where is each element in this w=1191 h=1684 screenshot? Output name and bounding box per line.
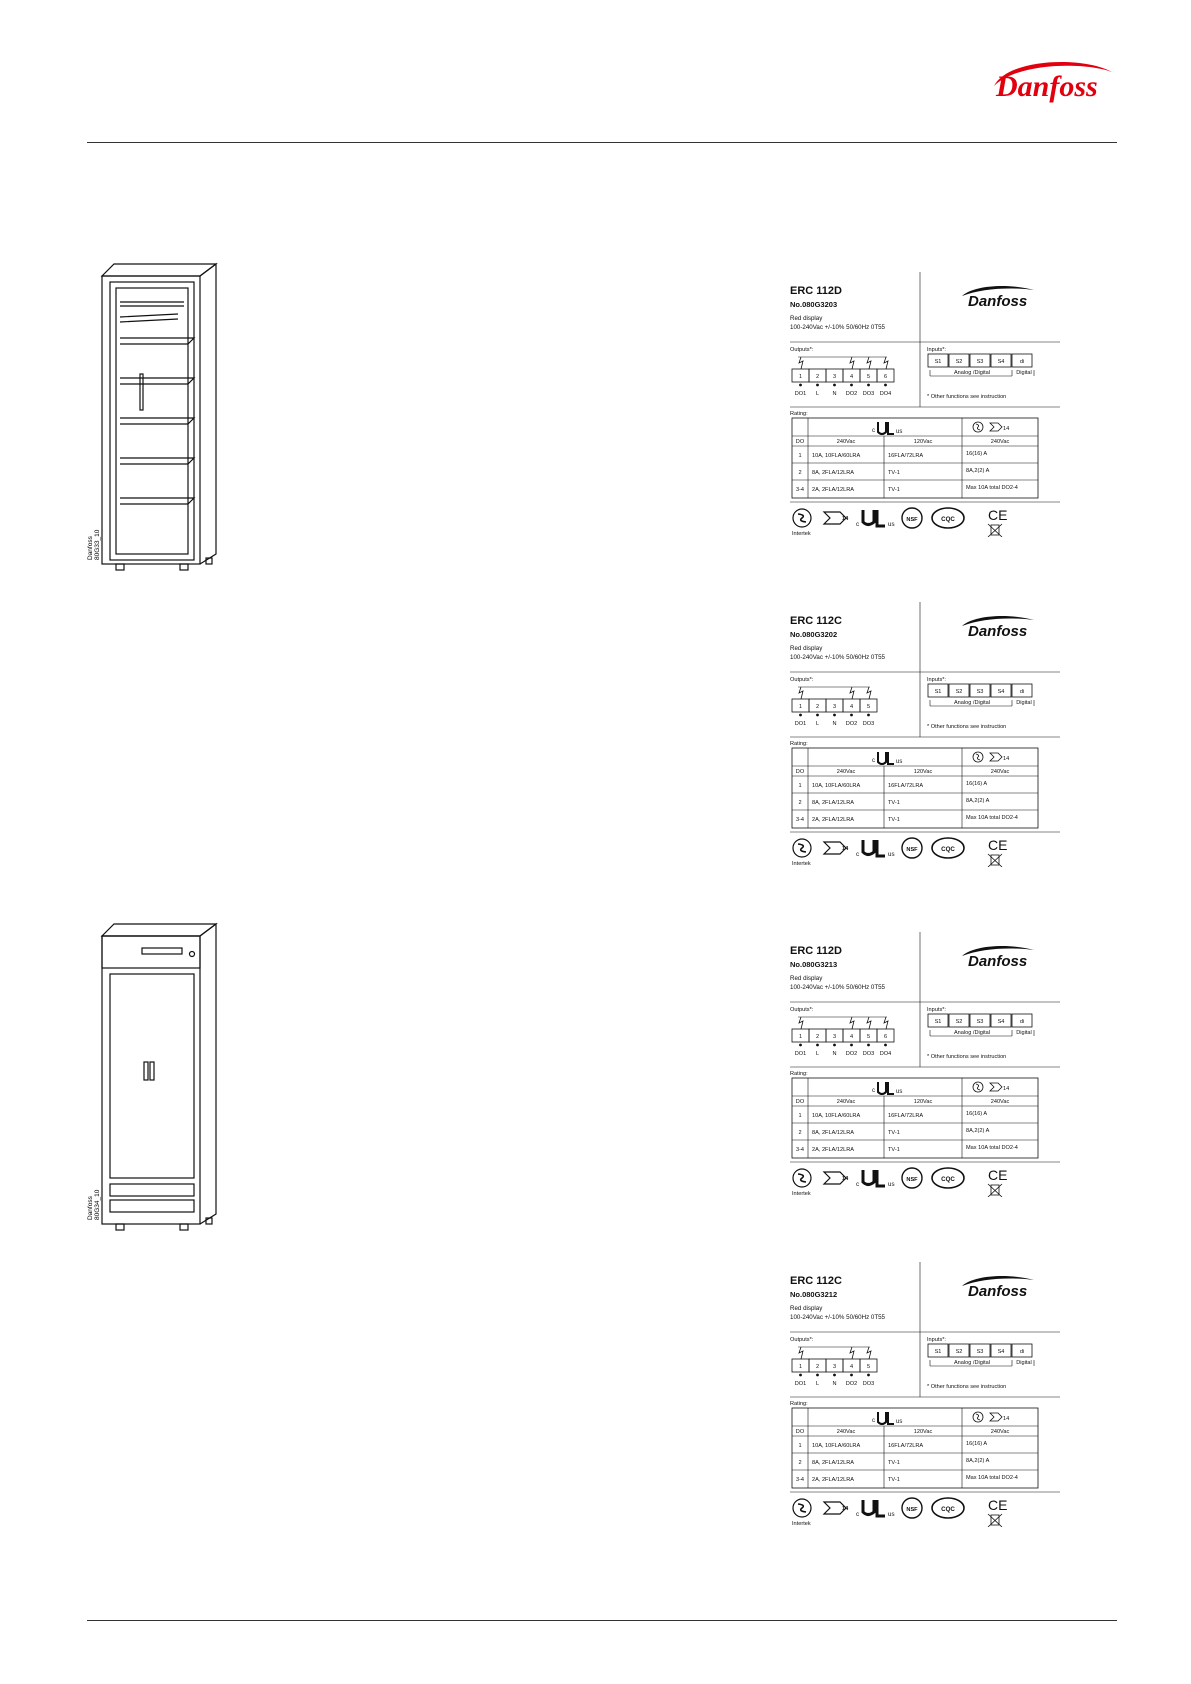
row-240vac-eu: Max 10A total DO2-4 — [966, 1145, 1018, 1151]
row-240vac-eu: 16(16) A — [966, 451, 988, 457]
terminal-number: 6 — [883, 1034, 888, 1040]
nsf-label: NSF — [906, 1177, 918, 1183]
terminal-number: 2 — [815, 704, 820, 710]
row-240vac-eu: Max 10A total DO2-4 — [966, 1475, 1018, 1481]
row-120vac: TV-1 — [888, 487, 900, 493]
product-label-3 — [790, 932, 1060, 1197]
terminal-name: DO3 — [862, 1381, 875, 1387]
terminal-dot — [833, 1044, 836, 1047]
analog-digital-label: Analog /Digital — [953, 700, 991, 706]
brand-name: Danfoss — [996, 70, 1098, 103]
relay-contact-icon — [884, 1017, 888, 1029]
relay-contact-icon — [799, 357, 803, 369]
danfoss-logo — [988, 52, 1116, 110]
col-240vac: 240Vac — [836, 769, 856, 775]
label-power-spec: 100-240Vac +/-10% 50/60Hz 0T55 — [790, 1314, 885, 1321]
row-120vac: TV-1 — [888, 1147, 900, 1153]
ul-strip-c: c — [856, 521, 860, 528]
nsf-label: NSF — [906, 1507, 918, 1513]
input-terminal-label: S2 — [955, 689, 963, 695]
ul-us-text: us — [896, 1419, 903, 1425]
terminal-dot — [867, 1044, 870, 1047]
terminal-number: 3 — [832, 1034, 837, 1040]
input-terminal-label: S1 — [934, 1019, 942, 1025]
label-danfoss-logo — [962, 946, 1034, 970]
row-240vac-eu: 8A,2(2) A — [966, 1128, 990, 1134]
row-120vac: TV-1 — [888, 470, 900, 476]
row-240vac-eu: 16(16) A — [966, 781, 988, 787]
label-display-type: Red display — [790, 315, 823, 322]
label-part-number: No.080G3203 — [790, 300, 838, 309]
k14-mark-label: 14 — [842, 846, 849, 852]
row-240vac: 2A, 2FLA/12LRA — [812, 1147, 854, 1153]
inputs-label: Inputs*: — [927, 677, 946, 683]
relay-contact-icon — [799, 687, 803, 699]
figure-code-line2: 80G34_10 — [94, 1189, 101, 1220]
row-240vac: 2A, 2FLA/12LRA — [812, 487, 854, 493]
nsf-label: NSF — [906, 847, 918, 853]
row-120vac: TV-1 — [888, 1130, 900, 1136]
row-120vac: TV-1 — [888, 800, 900, 806]
ul-listed-icon — [872, 422, 902, 435]
k14-label: 14 — [1003, 1086, 1010, 1092]
ul-c-text: c — [872, 1088, 875, 1094]
col-240vac: 240Vac — [836, 1099, 856, 1105]
k14-mark-label: 14 — [842, 516, 849, 522]
input-terminal-label: S1 — [934, 1349, 942, 1355]
footer-rule — [87, 1620, 1117, 1621]
input-terminal-label: S4 — [997, 689, 1005, 695]
terminal-number: 3 — [832, 704, 837, 710]
terminal-number: 2 — [815, 374, 820, 380]
analog-digital-label: Analog /Digital — [953, 1030, 991, 1036]
label-power-spec: 100-240Vac +/-10% 50/60Hz 0T55 — [790, 984, 885, 991]
terminal-number: 4 — [849, 1034, 854, 1040]
terminal-name: DO3 — [862, 1051, 875, 1057]
terminal-name: L — [815, 1051, 820, 1057]
cqc-label: CQC — [941, 846, 955, 853]
terminal-name: L — [815, 1381, 820, 1387]
terminal-name: DO4 — [879, 391, 892, 397]
terminal-number: 3 — [832, 374, 837, 380]
ul-mark-strip-icon — [863, 1500, 885, 1516]
relay-contact-icon — [867, 357, 871, 369]
ul-strip-us: us — [888, 1511, 895, 1518]
row-do: 3-4 — [795, 1477, 805, 1483]
row-240vac: 10A, 10FLA/60LRA — [812, 1443, 861, 1449]
terminal-number: 4 — [849, 1364, 854, 1370]
digital-label: Digital — [1016, 370, 1032, 376]
row-240vac-eu: 8A,2(2) A — [966, 468, 990, 474]
cqc-label: CQC — [941, 516, 955, 523]
other-functions-note: * Other functions see instruction — [927, 1384, 1007, 1390]
k14-icon — [990, 753, 1002, 761]
analog-digital-label: Analog /Digital — [953, 1360, 991, 1366]
col-120vac: 120Vac — [913, 769, 933, 775]
relay-contact-icon — [850, 1017, 854, 1029]
label-part-number: No.080G3212 — [790, 1290, 838, 1299]
col-240vac: 240Vac — [836, 1429, 856, 1435]
ce-mark-label: CE — [988, 1497, 1008, 1513]
terminal-dot — [799, 1374, 802, 1377]
label-brand-name: Danfoss — [968, 953, 1028, 970]
relay-contact-icon — [799, 1017, 803, 1029]
cqc-label: CQC — [941, 1176, 955, 1183]
terminal-number: 5 — [866, 704, 871, 710]
terminal-name: N — [832, 721, 837, 727]
relay-contact-icon — [867, 687, 871, 699]
ul-c-text: c — [872, 1418, 875, 1424]
row-240vac-eu: 16(16) A — [966, 1111, 988, 1117]
weee-bin-icon — [988, 1184, 1002, 1197]
ul-strip-c: c — [856, 851, 860, 858]
digital-label: Digital — [1016, 1360, 1032, 1366]
nsf-label: NSF — [906, 517, 918, 523]
terminal-dot — [867, 384, 870, 387]
input-terminal-label: S3 — [976, 1019, 984, 1025]
input-terminal-label: di — [1019, 1019, 1025, 1025]
label-display-type: Red display — [790, 645, 823, 652]
terminal-dot — [884, 1044, 887, 1047]
ul-listed-icon — [872, 752, 902, 765]
terminal-name: DO1 — [794, 1381, 807, 1387]
ce-mark-label: CE — [988, 837, 1008, 853]
label-danfoss-logo — [962, 616, 1034, 640]
relay-contact-icon — [850, 687, 854, 699]
figure-code-line2: 80G33_10 — [94, 529, 101, 560]
terminal-name: DO3 — [862, 721, 875, 727]
k14-label: 14 — [1003, 756, 1010, 762]
row-240vac: 2A, 2FLA/12LRA — [812, 1477, 854, 1483]
row-120vac: 16FLA/72LRA — [888, 783, 924, 789]
ul-strip-us: us — [888, 521, 895, 528]
k14-mark-label: 14 — [842, 1176, 849, 1182]
row-do: 2 — [798, 470, 802, 476]
ul-strip-us: us — [888, 1181, 895, 1188]
k14-mark-label: 14 — [842, 1506, 849, 1512]
col-120vac: 120Vac — [913, 1099, 933, 1105]
label-danfoss-logo — [962, 1276, 1034, 1300]
row-120vac: TV-1 — [888, 817, 900, 823]
col-240vac-eu: 240Vac — [990, 439, 1010, 445]
label-power-spec: 100-240Vac +/-10% 50/60Hz 0T55 — [790, 654, 885, 661]
terminal-dot — [833, 714, 836, 717]
col-do: DO — [795, 1429, 805, 1435]
terminal-name: DO1 — [794, 721, 807, 727]
terminal-dot — [816, 384, 819, 387]
row-do: 1 — [798, 1443, 802, 1449]
terminal-name: N — [832, 1381, 837, 1387]
ul-us-text: us — [896, 759, 903, 765]
figure-code-line1: Danfoss — [87, 536, 94, 560]
terminal-number: 1 — [798, 1364, 803, 1370]
terminal-number: 5 — [866, 374, 871, 380]
terminal-number: 3 — [832, 1364, 837, 1370]
k14-label: 14 — [1003, 1416, 1010, 1422]
outputs-label: Outputs*: — [790, 677, 814, 683]
relay-contact-icon — [884, 357, 888, 369]
outputs-label: Outputs*: — [790, 1337, 814, 1343]
input-terminal-label: S3 — [976, 359, 984, 365]
terminal-number: 2 — [815, 1034, 820, 1040]
k14-icon — [990, 423, 1002, 431]
row-240vac: 8A, 2FLA/12LRA — [812, 800, 854, 806]
row-240vac-eu: 16(16) A — [966, 1441, 988, 1447]
input-terminal-label: S4 — [997, 1019, 1005, 1025]
terminal-number: 1 — [798, 1034, 803, 1040]
label-model: ERC 112C — [790, 1275, 842, 1287]
label-model: ERC 112D — [790, 945, 842, 957]
product-label-1 — [790, 272, 1060, 537]
relay-contact-icon — [867, 1347, 871, 1359]
product-label-2 — [790, 602, 1060, 867]
label-display-type: Red display — [790, 975, 823, 982]
rating-label: Rating: — [790, 1401, 808, 1407]
label-part-number: No.080G3202 — [790, 630, 838, 639]
weee-bin-icon — [988, 1514, 1002, 1527]
terminal-number: 5 — [866, 1034, 871, 1040]
input-terminal-label: S2 — [955, 1019, 963, 1025]
label-display-type: Red display — [790, 1305, 823, 1312]
intertek-label: Intertek — [792, 1191, 811, 1197]
row-do: 3-4 — [795, 1147, 805, 1153]
input-terminal-label: S3 — [976, 689, 984, 695]
cqc-label: CQC — [941, 1506, 955, 1513]
glass-door-cabinet-figure — [80, 262, 230, 572]
row-do: 1 — [798, 1113, 802, 1119]
digital-label: Digital — [1016, 1030, 1032, 1036]
terminal-number: 4 — [849, 374, 854, 380]
label-brand-name: Danfoss — [968, 293, 1028, 310]
input-terminal-label: S2 — [955, 359, 963, 365]
terminal-name: L — [815, 391, 820, 397]
other-functions-note: * Other functions see instruction — [927, 724, 1007, 730]
label-model: ERC 112C — [790, 615, 842, 627]
terminal-name: L — [815, 721, 820, 727]
terminal-number: 4 — [849, 704, 854, 710]
row-120vac: 16FLA/72LRA — [888, 1113, 924, 1119]
label-model: ERC 112D — [790, 285, 842, 297]
input-terminal-label: S4 — [997, 359, 1005, 365]
col-do: DO — [795, 439, 805, 445]
terminal-dot — [884, 384, 887, 387]
terminal-name: DO2 — [845, 721, 858, 727]
terminal-number: 1 — [798, 374, 803, 380]
terminal-number: 6 — [883, 374, 888, 380]
row-do: 3-4 — [795, 487, 805, 493]
terminal-name: DO2 — [845, 1381, 858, 1387]
rating-label: Rating: — [790, 411, 808, 417]
row-do: 1 — [798, 453, 802, 459]
terminal-name: N — [832, 1051, 837, 1057]
inputs-label: Inputs*: — [927, 1337, 946, 1343]
row-240vac-eu: Max 10A total DO2-4 — [966, 485, 1018, 491]
row-240vac-eu: Max 10A total DO2-4 — [966, 815, 1018, 821]
row-do: 3-4 — [795, 817, 805, 823]
row-240vac: 8A, 2FLA/12LRA — [812, 470, 854, 476]
ul-mark-strip-icon — [863, 510, 885, 526]
row-240vac: 10A, 10FLA/60LRA — [812, 1113, 861, 1119]
ul-strip-us: us — [888, 851, 895, 858]
header-rule — [87, 142, 1117, 143]
terminal-name: DO3 — [862, 391, 875, 397]
row-240vac: 8A, 2FLA/12LRA — [812, 1460, 854, 1466]
terminal-name: DO1 — [794, 391, 807, 397]
k14-label: 14 — [1003, 426, 1010, 432]
row-do: 1 — [798, 783, 802, 789]
row-240vac-eu: 8A,2(2) A — [966, 1458, 990, 1464]
weee-bin-icon — [988, 854, 1002, 867]
terminal-name: DO2 — [845, 391, 858, 397]
relay-contact-icon — [867, 1017, 871, 1029]
terminal-dot — [850, 1044, 853, 1047]
label-brand-name: Danfoss — [968, 1283, 1028, 1300]
input-terminal-label: di — [1019, 359, 1025, 365]
k14-icon — [990, 1083, 1002, 1091]
relay-contact-icon — [799, 1347, 803, 1359]
row-240vac: 10A, 10FLA/60LRA — [812, 783, 861, 789]
col-120vac: 120Vac — [913, 1429, 933, 1435]
ul-mark-strip-icon — [863, 1170, 885, 1186]
label-danfoss-logo — [962, 286, 1034, 310]
intertek-label: Intertek — [792, 1521, 811, 1527]
row-do: 2 — [798, 1460, 802, 1466]
col-240vac: 240Vac — [836, 439, 856, 445]
other-functions-note: * Other functions see instruction — [927, 394, 1007, 400]
row-120vac: TV-1 — [888, 1460, 900, 1466]
col-do: DO — [795, 1099, 805, 1105]
intertek-label: Intertek — [792, 861, 811, 867]
ul-strip-c: c — [856, 1511, 860, 1518]
ul-c-text: c — [872, 758, 875, 764]
terminal-dot — [833, 384, 836, 387]
label-part-number: No.080G3213 — [790, 960, 838, 969]
terminal-dot — [799, 384, 802, 387]
terminal-name: DO4 — [879, 1051, 892, 1057]
row-do: 2 — [798, 1130, 802, 1136]
terminal-name: N — [832, 391, 837, 397]
inputs-label: Inputs*: — [927, 347, 946, 353]
relay-contact-icon — [850, 1347, 854, 1359]
terminal-dot — [816, 714, 819, 717]
terminal-dot — [816, 1044, 819, 1047]
col-do: DO — [795, 769, 805, 775]
input-terminal-label: S1 — [934, 689, 942, 695]
product-label-4 — [790, 1262, 1060, 1527]
input-terminal-label: S4 — [997, 1349, 1005, 1355]
row-do: 2 — [798, 800, 802, 806]
label-power-spec: 100-240Vac +/-10% 50/60Hz 0T55 — [790, 324, 885, 331]
col-240vac-eu: 240Vac — [990, 1099, 1010, 1105]
inputs-label: Inputs*: — [927, 1007, 946, 1013]
ce-mark-label: CE — [988, 1167, 1008, 1183]
col-120vac: 120Vac — [913, 439, 933, 445]
weee-bin-icon — [988, 524, 1002, 537]
outputs-label: Outputs*: — [790, 1007, 814, 1013]
terminal-dot — [833, 1374, 836, 1377]
ul-strip-c: c — [856, 1181, 860, 1188]
intertek-label: Intertek — [792, 531, 811, 537]
input-terminal-label: di — [1019, 689, 1025, 695]
terminal-name: DO2 — [845, 1051, 858, 1057]
ul-us-text: us — [896, 429, 903, 435]
input-terminal-label: S3 — [976, 1349, 984, 1355]
terminal-number: 2 — [815, 1364, 820, 1370]
col-240vac-eu: 240Vac — [990, 769, 1010, 775]
col-240vac-eu: 240Vac — [990, 1429, 1010, 1435]
rating-label: Rating: — [790, 741, 808, 747]
solid-door-cabinet-figure — [80, 922, 230, 1232]
k14-icon — [990, 1413, 1002, 1421]
ul-mark-strip-icon — [863, 840, 885, 856]
terminal-dot — [799, 1044, 802, 1047]
row-240vac: 10A, 10FLA/60LRA — [812, 453, 861, 459]
input-terminal-label: S1 — [934, 359, 942, 365]
terminal-dot — [816, 1374, 819, 1377]
terminal-dot — [867, 714, 870, 717]
ul-listed-icon — [872, 1412, 902, 1425]
row-240vac-eu: 8A,2(2) A — [966, 798, 990, 804]
terminal-dot — [850, 1374, 853, 1377]
terminal-dot — [850, 714, 853, 717]
row-240vac: 8A, 2FLA/12LRA — [812, 1130, 854, 1136]
ul-listed-icon — [872, 1082, 902, 1095]
other-functions-note: * Other functions see instruction — [927, 1054, 1007, 1060]
label-brand-name: Danfoss — [968, 623, 1028, 640]
terminal-number: 1 — [798, 704, 803, 710]
outputs-label: Outputs*: — [790, 347, 814, 353]
ul-c-text: c — [872, 428, 875, 434]
relay-contact-icon — [850, 357, 854, 369]
input-terminal-label: S2 — [955, 1349, 963, 1355]
ce-mark-label: CE — [988, 507, 1008, 523]
terminal-dot — [799, 714, 802, 717]
row-240vac: 2A, 2FLA/12LRA — [812, 817, 854, 823]
row-120vac: 16FLA/72LRA — [888, 453, 924, 459]
terminal-number: 5 — [866, 1364, 871, 1370]
row-120vac: TV-1 — [888, 1477, 900, 1483]
terminal-dot — [867, 1374, 870, 1377]
ul-us-text: us — [896, 1089, 903, 1095]
terminal-dot — [850, 384, 853, 387]
figure-code-line1: Danfoss — [87, 1196, 94, 1220]
row-120vac: 16FLA/72LRA — [888, 1443, 924, 1449]
terminal-name: DO1 — [794, 1051, 807, 1057]
rating-label: Rating: — [790, 1071, 808, 1077]
input-terminal-label: di — [1019, 1349, 1025, 1355]
digital-label: Digital — [1016, 700, 1032, 706]
analog-digital-label: Analog /Digital — [953, 370, 991, 376]
